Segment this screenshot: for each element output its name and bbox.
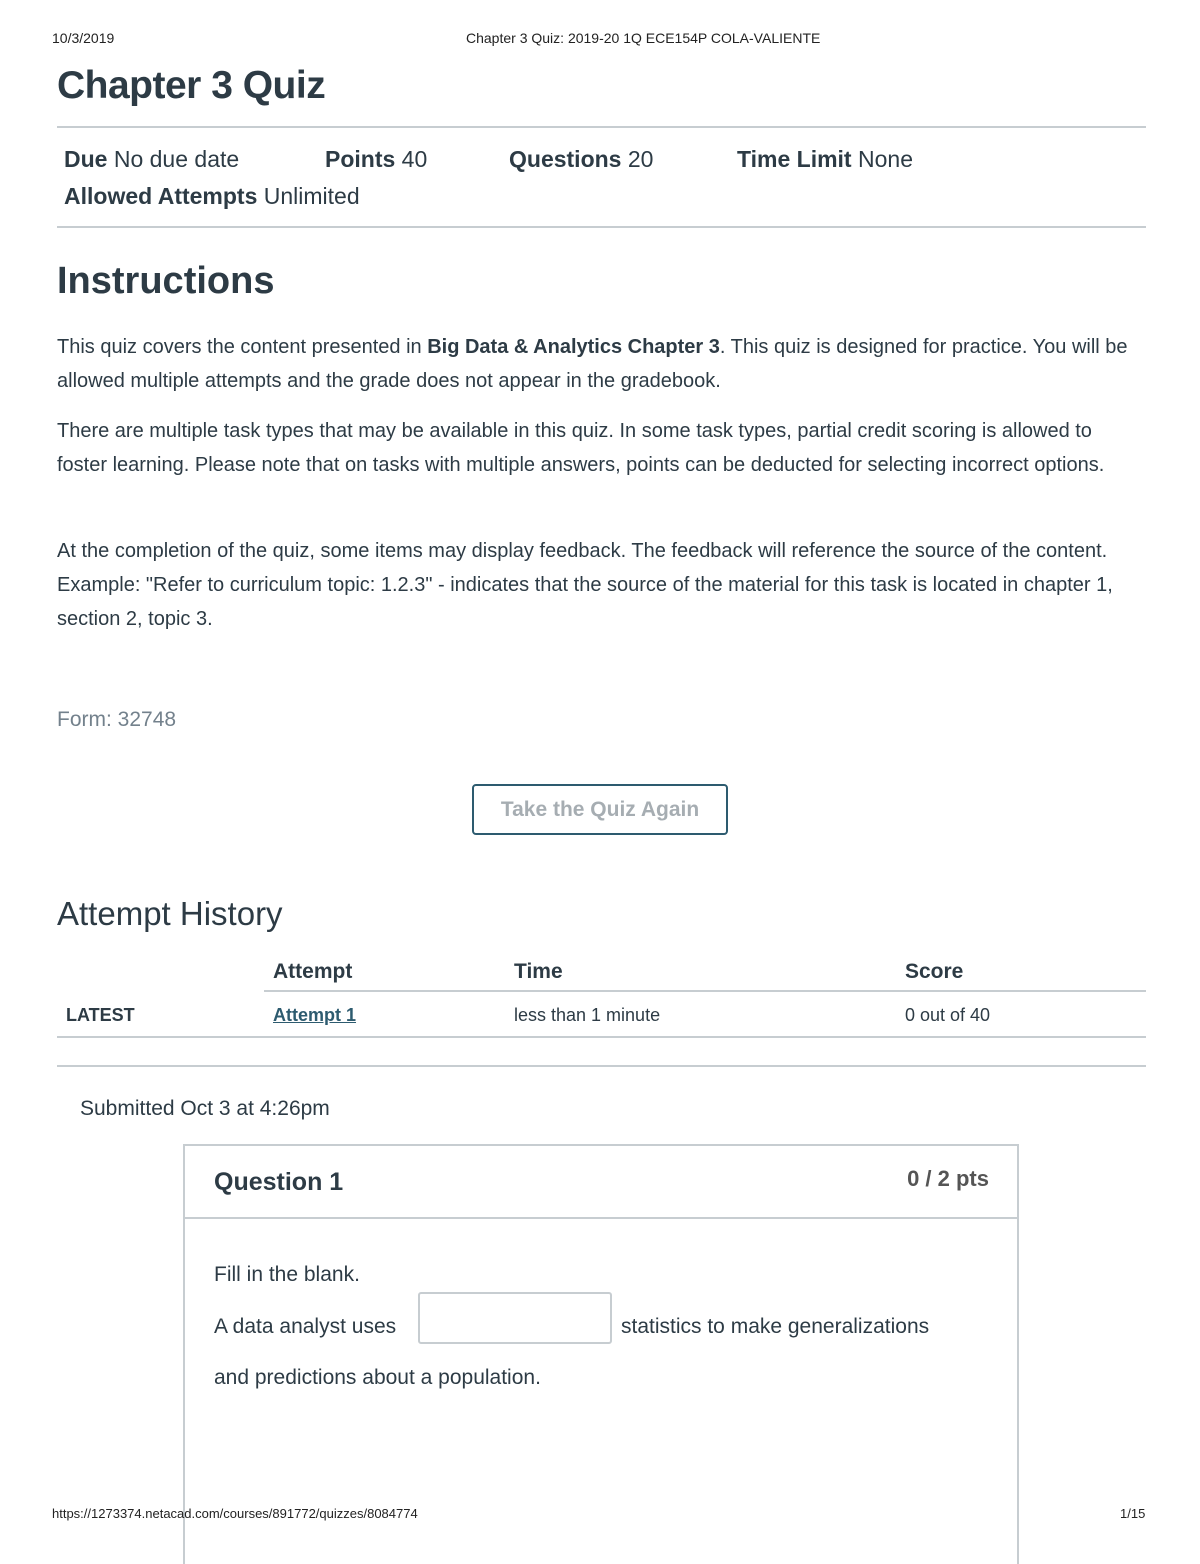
table-row-attempt (273, 1005, 356, 1026)
page-title: Chapter 3 Quiz (57, 64, 326, 107)
table-row-divider (57, 1036, 1146, 1038)
p1-text-after: . This quiz is designed for practice. You will be allowed multiple attempts and the grade does not appear in the gradebook. (57, 336, 1128, 392)
column-header-attempt: Attempt (273, 960, 353, 983)
instructions-paragraph-3: At the completion of the quiz, some items may display feedback. The feedback will reference the source of the content. Example: "Refer to curriculum topic: 1.2.3" - indicates that the source of the material for this task is located in chapter 1, section 2, topic 3. (57, 540, 1113, 630)
due-detail (64, 146, 239, 173)
attempt-1-link[interactable]: Attempt 1 (273, 1005, 357, 1025)
divider (57, 226, 1146, 228)
attempt-time: less than 1 minute (514, 1005, 661, 1025)
allowed-attempts-detail (64, 183, 360, 210)
time-limit-label: Time Limit (737, 146, 852, 172)
attempt-history-heading: Attempt History (57, 895, 283, 932)
attempts-label: Allowed Attempts (64, 183, 258, 209)
question-text-before: A data analyst uses (214, 1315, 397, 1338)
questions-label: Questions (509, 146, 622, 172)
submitted-timestamp: Submitted Oct 3 at 4:26pm (80, 1097, 330, 1120)
question-instruction: Fill in the blank. (214, 1263, 360, 1286)
points-label: Points (325, 146, 396, 172)
question-text-line-2: and predictions about a population. (214, 1366, 541, 1389)
latest-tag: LATEST (66, 1005, 135, 1025)
instructions-heading: Instructions (57, 260, 275, 302)
take-quiz-again-button[interactable]: Take the Quiz Again (472, 784, 728, 835)
attempt-score: 0 out of 40 (905, 1005, 991, 1025)
question-card (183, 1144, 1019, 1564)
points-detail (325, 146, 427, 173)
points-value: 40 (401, 146, 428, 172)
divider (57, 1065, 1146, 1067)
question-title: Question 1 (214, 1168, 344, 1196)
questions-detail (509, 146, 653, 173)
print-page-number: 1/15 (1120, 1506, 1146, 1521)
due-label: Due (64, 146, 108, 172)
table-header-divider (264, 990, 1146, 992)
time-limit-detail (737, 146, 913, 173)
questions-value: 20 (627, 146, 654, 172)
print-date: 10/3/2019 (52, 30, 115, 46)
p1-bold-text: Big Data & Analytics Chapter 3 (427, 336, 720, 358)
time-limit-value: None (858, 146, 913, 172)
question-points: 0 / 2 pts (907, 1166, 989, 1191)
instructions-paragraph-2: There are multiple task types that may be available in this quiz. In some task types, partial credit scoring is allowed to foster learning. Please note that on tasks with multiple answers, points can be deducted for selecting incorrect options. (57, 420, 1105, 476)
print-url: https://1273374.netacad.com/courses/891772/quizzes/8084774 (52, 1506, 418, 1521)
divider (57, 126, 1146, 128)
question-header (185, 1146, 1017, 1219)
column-header-time: Time (514, 960, 563, 983)
due-value: No due date (113, 146, 240, 172)
form-id: Form: 32748 (57, 708, 177, 731)
column-header-score: Score (905, 960, 964, 983)
question-text-after: statistics to make generalizations (621, 1315, 930, 1338)
instructions-paragraph-1 (57, 330, 1147, 398)
attempts-value: Unlimited (263, 183, 360, 209)
p1-text: This quiz covers the content presented in (57, 336, 428, 358)
print-page-title: Chapter 3 Quiz: 2019-20 1Q ECE154P COLA-VALIENTE (466, 30, 821, 46)
fill-in-blank-input[interactable] (418, 1292, 612, 1344)
